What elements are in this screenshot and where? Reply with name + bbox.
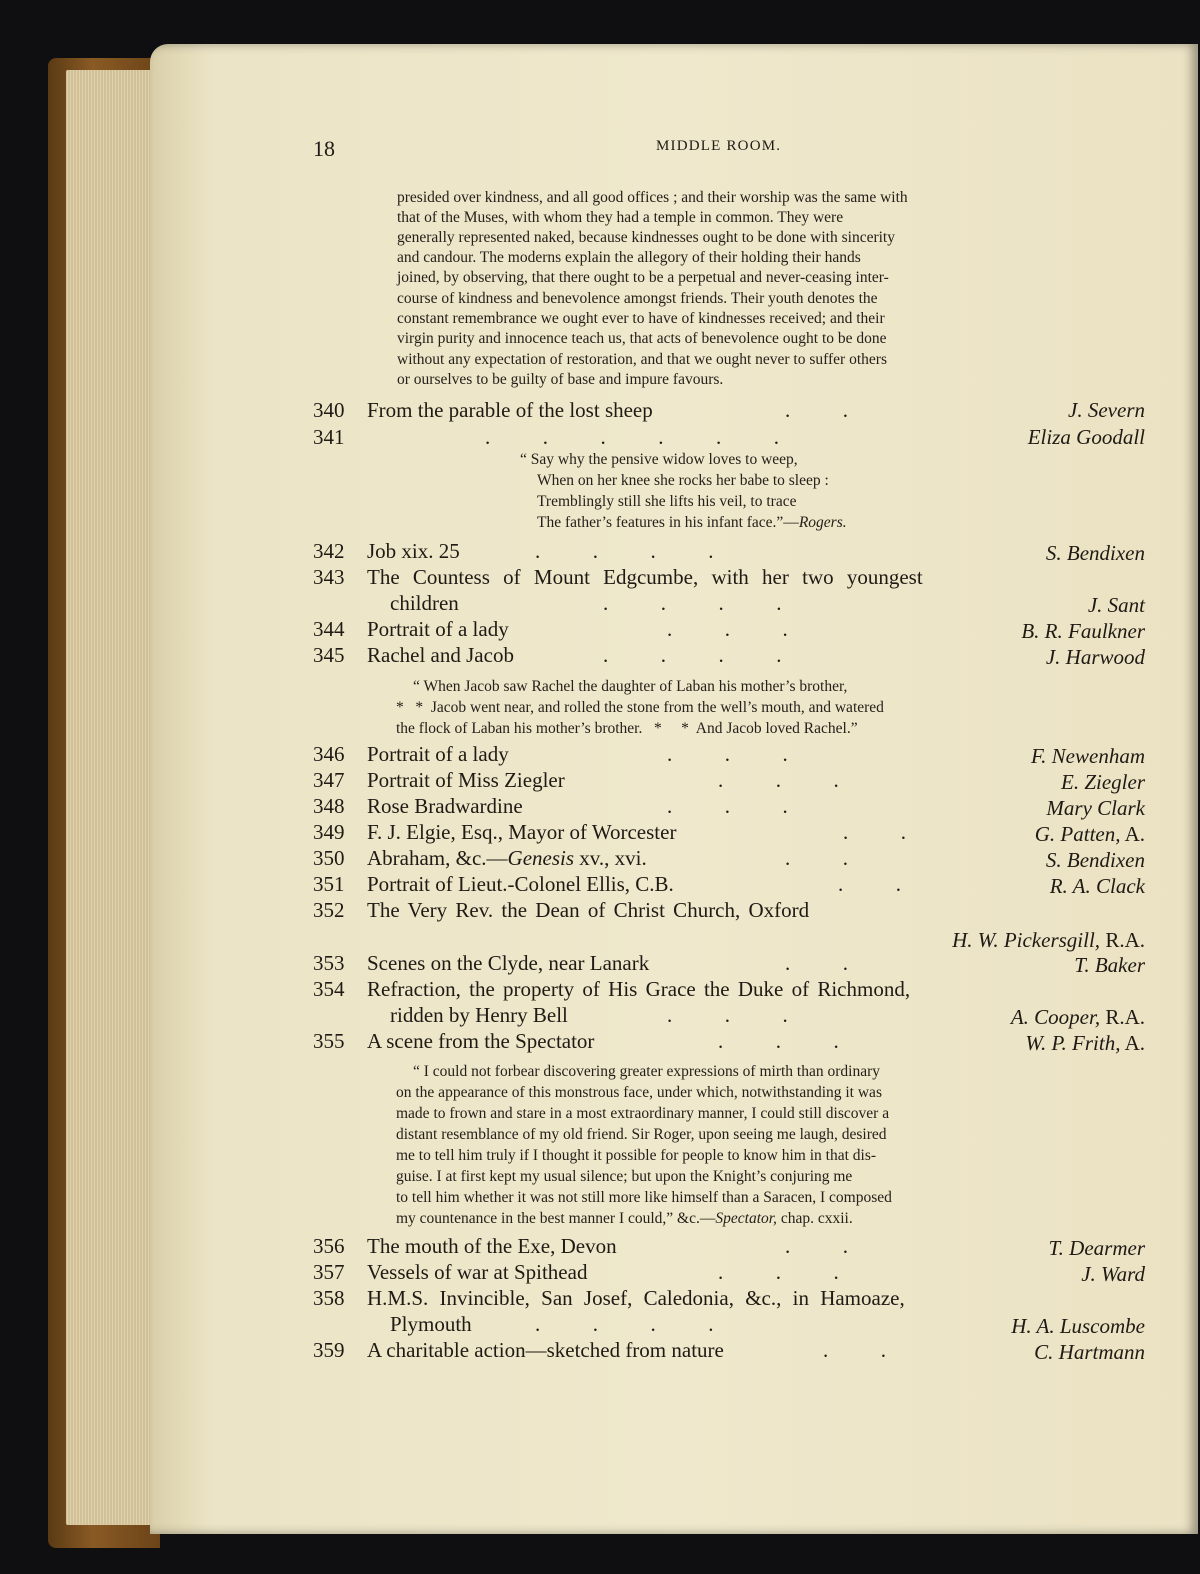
entry-title: H.M.S. Invincible, San Josef, Caledonia, &c., in Hamoaze, [367, 1286, 905, 1310]
entry-number: 346 [313, 742, 345, 766]
entry-artist: E. Ziegler [1061, 770, 1145, 794]
leader-dots: . . . [718, 1260, 839, 1284]
entry-number: 343 [313, 565, 345, 589]
entry-number: 348 [313, 794, 345, 818]
entry-title: Portrait of Lieut.-Colonel Ellis, C.B. [367, 872, 674, 896]
entry-artist: J. Harwood [1045, 645, 1145, 669]
entry-number: 356 [313, 1234, 345, 1258]
entry-artist: Mary Clark [1046, 796, 1145, 820]
entry-title: Job xix. 25 [367, 539, 460, 563]
entry-title: Rose Bradwardine [367, 794, 523, 818]
entry-number: 340 [313, 398, 345, 422]
entry-number: 352 [313, 898, 345, 922]
quote-line: “ I could not forbear discovering greater expressions of mirth than ordinary [413, 1063, 880, 1080]
quote-line: * * Jacob went near, and rolled the stone from the well’s mouth, and watered [396, 699, 884, 716]
quote-line: to tell him whether it was not still more like himself than a Saracen, I composed [396, 1189, 892, 1206]
entry-artist: R. A. Clack [1049, 874, 1145, 898]
artist-suffix: A. [1120, 822, 1145, 846]
leader-dots: . . [843, 820, 906, 844]
intro-note-line: virgin purity and innocence teach us, that acts of benevolence ought to be done [397, 330, 887, 347]
leader-dots: . . [785, 1234, 848, 1258]
entry-artist: G. Patten, A. [1034, 822, 1145, 846]
entry-artist: J. Sant [1087, 593, 1145, 617]
intro-note-line: that of the Muses, with whom they had a temple in common. They were [397, 209, 844, 226]
intro-note-line: generally represented naked, because kindnesses ought to be done with sincerity [397, 229, 895, 246]
entry-artist: Eliza Goodall [1027, 425, 1145, 449]
entry-number: 359 [313, 1338, 345, 1362]
entry-number: 350 [313, 846, 345, 870]
entry-number: 344 [313, 617, 345, 641]
entry-number: 347 [313, 768, 345, 792]
entry-artist: J. Severn [1068, 398, 1145, 422]
quote-line: guise. I at first kept my usual silence; but upon the Knight’s conjuring me [396, 1168, 853, 1185]
entry-number: 358 [313, 1286, 345, 1310]
entry-number: 351 [313, 872, 345, 896]
entry-artist: T. Dearmer [1048, 1236, 1145, 1260]
leader-dots: . . . . [603, 643, 782, 667]
intro-note-line: presided over kindness, and all good offices ; and their worship was the same with [397, 189, 908, 206]
intro-note-line: course of kindness and benevolence amongst friends. Their youth denotes the [397, 290, 878, 307]
quote-attribution: Spectator, [715, 1210, 777, 1227]
entry-title: Portrait of Miss Ziegler [367, 768, 565, 792]
entry-title: Portrait of a lady [367, 617, 509, 641]
entry-number: 341 [313, 425, 345, 449]
entry-artist: H. W. Pickersgill, R.A. [952, 928, 1145, 952]
entry-title-continued: children [390, 591, 459, 615]
entry-title: From the parable of the lost sheep [367, 398, 653, 422]
leader-dots: . . . . [535, 1312, 714, 1336]
entry-artist: F. Newenham [1031, 744, 1145, 768]
quote-line: made to frown and stare in a most extraordinary manner, I could still discover a [396, 1105, 890, 1122]
entry-artist: S. Bendixen [1045, 848, 1145, 872]
intro-note-line: and candour. The moderns explain the allegory of their holding their hands [397, 249, 861, 266]
artist-suffix: R.A. [1100, 928, 1145, 952]
entry-title: A scene from the Spectator [367, 1029, 595, 1053]
entry-artist: C. Hartmann [1034, 1340, 1145, 1364]
entry-artist: T. Baker [1074, 953, 1145, 977]
quote-line: “ When Jacob saw Rachel the daughter of Laban his mother’s brother, [413, 678, 848, 695]
leader-dots: . . [785, 846, 848, 870]
quote-line: the flock of Laban his mother’s brother. * * And Jacob loved Rachel.” [396, 720, 858, 737]
leader-dots: . . [785, 398, 848, 422]
entry-number: 355 [313, 1029, 345, 1053]
intro-note-line: constant remembrance we ought ever to have of kindnesses received; and their [397, 310, 885, 327]
entry-number: 349 [313, 820, 345, 844]
entry-number: 353 [313, 951, 345, 975]
intro-note-line: or ourselves to be guilty of base and impure favours. [397, 371, 724, 388]
quote-line: The father’s features in his infant face.”—Rogers. [537, 514, 847, 531]
leader-dots: . . . [667, 742, 788, 766]
artist-suffix: A. [1120, 1031, 1145, 1055]
entry-title: The Very Rev. the Dean of Christ Church, Oxford [367, 898, 810, 922]
leader-dots: . . . [667, 1003, 788, 1027]
quote-line: When on her knee she rocks her babe to sleep : [537, 472, 829, 489]
leader-dots: . . . . [535, 539, 714, 563]
leader-dots: . . . [718, 768, 839, 792]
entry-title: Rachel and Jacob [367, 643, 514, 667]
entry-title-continued: ridden by Henry Bell [390, 1003, 568, 1027]
entry-artist: W. P. Frith, A. [1025, 1031, 1145, 1055]
leader-dots: . . [785, 951, 848, 975]
intro-note-line: without any expectation of restoration, and that we ought never to suffer others [397, 351, 887, 368]
entry-title: The mouth of the Exe, Devon [367, 1234, 617, 1258]
leader-dots: . . [823, 1338, 886, 1362]
artist-suffix: R.A. [1100, 1005, 1145, 1029]
intro-note-line: joined, by observing, that there ought to be a perpetual and never-ceasing inter- [397, 269, 889, 286]
entry-number: 354 [313, 977, 345, 1001]
entry-title: Portrait of a lady [367, 742, 509, 766]
quote-line: distant resemblance of my old friend. Sir Roger, upon seeing me laugh, desired [396, 1126, 887, 1143]
entry-artist: H. A. Luscombe [1011, 1314, 1145, 1338]
entry-number: 345 [313, 643, 345, 667]
entry-artist: A. Cooper, R.A. [1010, 1005, 1145, 1029]
quote-line: Tremblingly still she lifts his veil, to trace [537, 493, 797, 510]
leader-dots: . . . [667, 617, 788, 641]
quote-attribution: Rogers. [798, 514, 847, 531]
leader-dots: . . . . [603, 591, 782, 615]
entry-title: Vessels of war at Spithead [367, 1260, 588, 1284]
running-head: MIDDLE ROOM. [656, 138, 782, 154]
quote-line: “ Say why the pensive widow loves to weep, [520, 451, 798, 468]
entry-title: F. J. Elgie, Esq., Mayor of Worcester [367, 820, 677, 844]
quote-line: my countenance in the best manner I could,” &c.—Spectator, chap. cxxii. [396, 1210, 853, 1227]
entry-number: 342 [313, 539, 345, 563]
entry-artist: J. Ward [1081, 1262, 1145, 1286]
leader-dots: . . . [718, 1029, 839, 1053]
leader-dots: . . . . . . [485, 425, 779, 449]
page-number: 18 [313, 136, 335, 161]
quote-line: me to tell him truly if I thought it possible for people to know him in that dis- [396, 1147, 877, 1164]
leader-dots: . . . [667, 794, 788, 818]
leader-dots: . . [838, 872, 901, 896]
entry-title: Refraction, the property of His Grace the Duke of Richmond, [367, 977, 911, 1001]
entry-title-continued: Plymouth [390, 1312, 472, 1336]
entry-title: A charitable action—sketched from nature [367, 1338, 724, 1362]
entry-artist: S. Bendixen [1045, 541, 1145, 565]
quote-line: on the appearance of this monstrous face, under which, notwithstanding it was [396, 1084, 882, 1101]
entry-title: The Countess of Mount Edgcumbe, with her two youngest [367, 565, 923, 589]
entry-title: Scenes on the Clyde, near Lanark [367, 951, 650, 975]
entry-title: Abraham, &c.—Genesis xv., xvi. [367, 846, 647, 870]
entry-artist: B. R. Faulkner [1021, 619, 1145, 643]
entry-number: 357 [313, 1260, 345, 1284]
